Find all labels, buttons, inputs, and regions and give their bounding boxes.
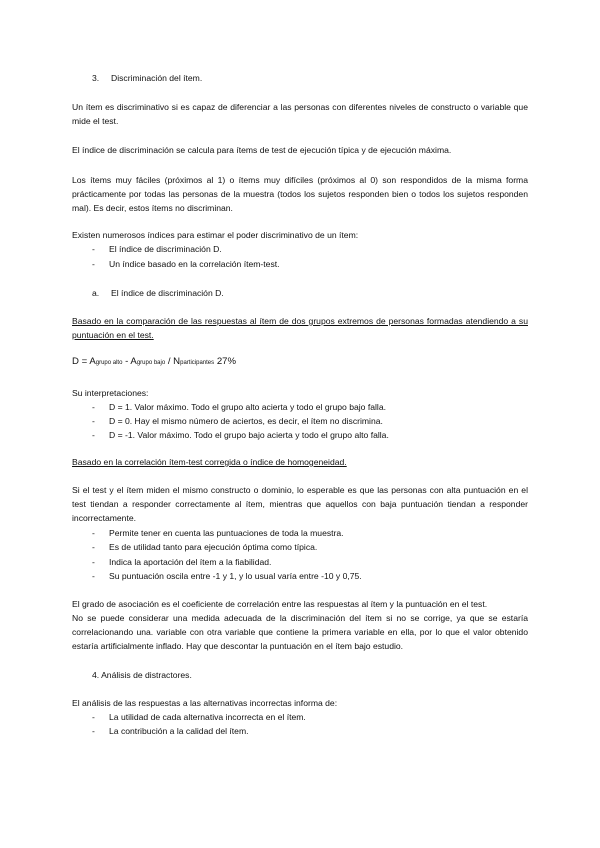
section-title: Discriminación del ítem. xyxy=(111,73,203,83)
list-item-text: La contribución a la calidad del ítem. xyxy=(109,726,249,736)
section-number: 3. xyxy=(92,73,100,83)
correction-paragraph: No se puede considerar una medida adecuada de la discriminación del ítem si no se corrige, ya que se estaría correlacionando una. variable con otra variable que contiene la primera variable en ella, por lo que el valor obtenido estaría artificialmente inflado. Hay que descontar la puntuación en el ítem bajo estudio. xyxy=(72,613,528,651)
dash-bullet: - xyxy=(92,416,95,426)
dash-bullet: - xyxy=(92,528,95,538)
section-title: 4. Análisis de distractores. xyxy=(92,670,192,680)
list-item-text: D = -1. Valor máximo. Todo el grupo bajo acierta y todo el grupo alto falla. xyxy=(109,430,389,440)
dash-bullet: - xyxy=(92,244,95,254)
index-paragraph: El índice de discriminación se calcula para ítems de test de ejecución típica y de ejecución máxima. xyxy=(72,145,452,155)
formula-part: / N xyxy=(165,356,181,367)
correlation-heading: Basado en la correlación ítem-test corregida o índice de homogeneidad. xyxy=(72,457,347,467)
list-item-text: Su puntuación oscila entre -1 y 1, y lo usual varía entre -10 y 0,75. xyxy=(109,571,362,581)
formula-subscript: grupo bajo xyxy=(136,360,166,366)
dash-bullet: - xyxy=(92,542,95,552)
list-item-text: La utilidad de cada alternativa incorrecta en el ítem. xyxy=(109,712,306,722)
dash-bullet: - xyxy=(92,571,95,581)
list-item-text: Indica la aportación del ítem a la fiabilidad. xyxy=(109,557,272,567)
dash-bullet: - xyxy=(92,557,95,567)
formula-part: 27% xyxy=(214,356,237,367)
dash-bullet: - xyxy=(92,430,95,440)
list-item-text: Es de utilidad tanto para ejecución óptima como típica. xyxy=(109,542,318,552)
dash-bullet: - xyxy=(92,712,95,722)
comparison-heading: Basado en la comparación de las respuestas al ítem de dos grupos extremos de personas formadas atendiendo a su puntuación en el test. xyxy=(72,316,528,340)
list-item-text: D = 1. Valor máximo. Todo el grupo alto acierta y todo el grupo bajo falla. xyxy=(109,402,386,412)
definition-paragraph: Un ítem es discriminativo si es capaz de diferenciar a las personas con diferentes niveles de constructo o variable que mide el test. xyxy=(72,102,528,126)
list-item-text: El índice de discriminación D. xyxy=(109,244,222,254)
list-item-text: D = 0. Hay el mismo número de aciertos, es decir, el ítem no discrimina. xyxy=(109,416,383,426)
formula-part: D = A xyxy=(72,356,96,367)
dash-bullet: - xyxy=(92,259,95,269)
association-paragraph: El grado de asociación es el coeficiente de correlación entre las respuestas al ítem y la puntuación en el test. xyxy=(72,599,488,609)
distractors-paragraph: El análisis de las respuestas a las alternativas incorrectas informa de: xyxy=(72,698,338,708)
list-item-text: Un índice basado en la correlación ítem-test. xyxy=(109,259,280,269)
discrimination-formula xyxy=(72,355,236,370)
formula-part: - A xyxy=(122,356,137,367)
dash-bullet: - xyxy=(92,726,95,736)
formula-subscript: grupo alto xyxy=(95,360,123,366)
list-item-text: Permite tener en cuenta las puntuaciones de toda la muestra. xyxy=(109,528,344,538)
easy-hard-paragraph: Los ítems muy fáciles (próximos al 1) o ítems muy difíciles (próximos al 0) son respondidos de la misma forma prácticamente por todas las personas de la muestra (todos los sujetos responden bien o todos los sujetos responden mal). Es decir, estos ítems no discriminan. xyxy=(72,175,528,213)
dash-bullet: - xyxy=(92,402,95,412)
indices-intro-paragraph: Existen numerosos índices para estimar el poder discriminativo de un ítem: xyxy=(72,230,359,240)
formula-subscript: participantes xyxy=(180,360,215,366)
correlation-paragraph: Si el test y el ítem miden el mismo constructo o dominio, lo esperable es que las personas con alta puntuación en el test tiendan a responder correctamente al ítem, mientras que aquellos con baja puntuación tiendan a responder incorrectamente. xyxy=(72,485,528,523)
subsection-letter: a. xyxy=(92,288,100,298)
interpretations-label: Su interpretaciones: xyxy=(72,388,149,398)
subsection-title: El índice de discriminación D. xyxy=(111,288,224,298)
